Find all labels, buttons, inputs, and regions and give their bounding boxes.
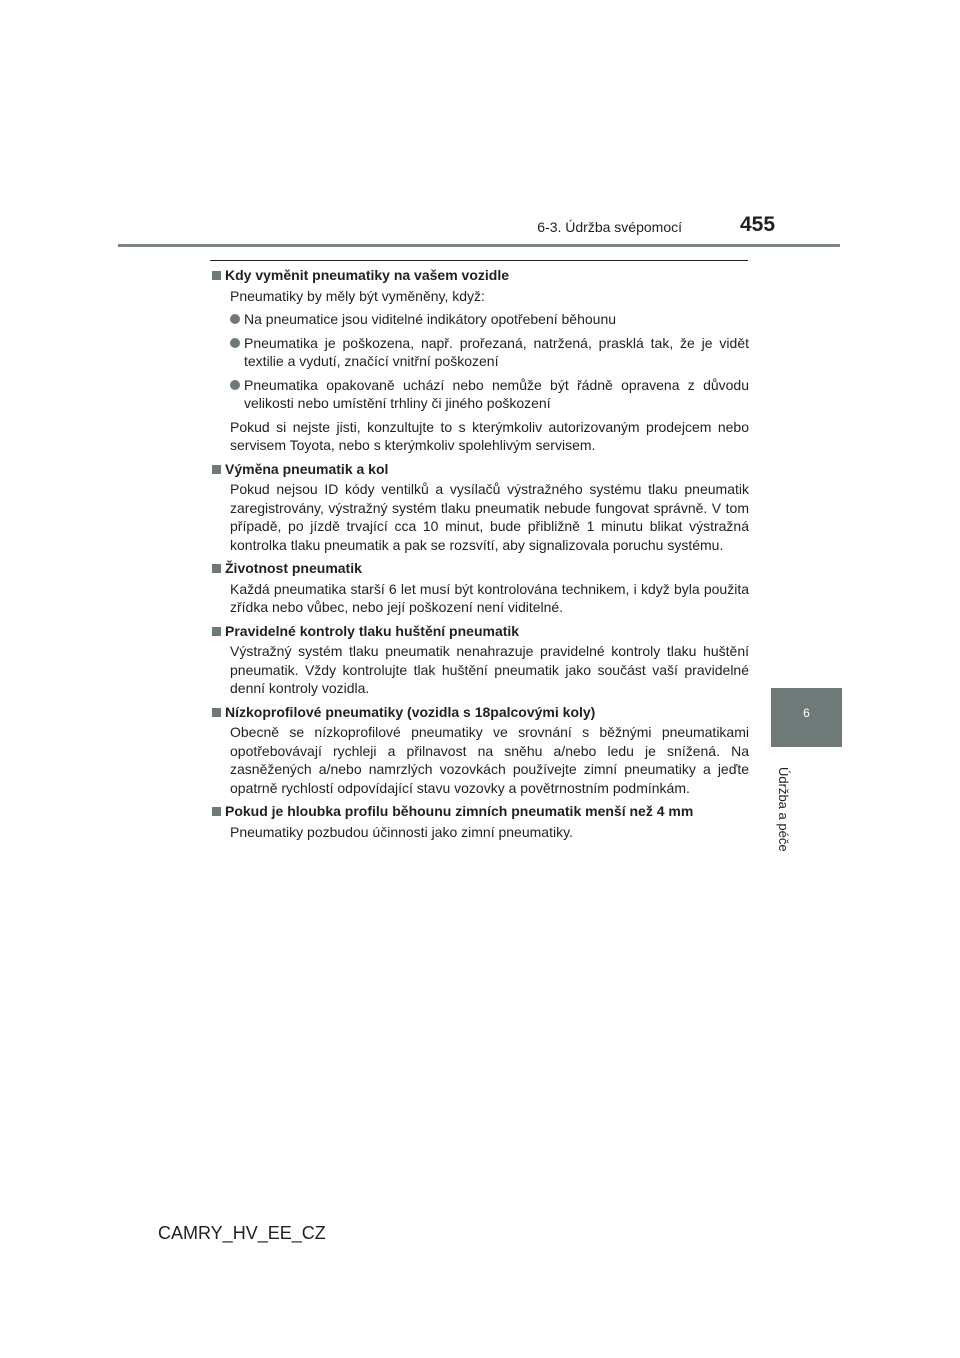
list-item [230, 376, 749, 413]
content [212, 266, 749, 846]
chapter-tab [771, 688, 842, 747]
section-heading-text: Životnost pneumatik [225, 560, 362, 576]
chapter-label: Údržba a péče [776, 767, 791, 852]
square-bullet-icon [212, 465, 221, 474]
square-bullet-icon [212, 627, 221, 636]
list-item-text: Pneumatika je poškozena, např. prořezaná, natržená, prasklá tak, že je vidět textilie a vydutí, značící vnitřní poškození [244, 334, 749, 369]
section-heading [212, 460, 749, 479]
list-item-text: Pneumatika opakovaně uchází nebo nemůže být řádně opravena z důvodu velikosti nebo umístění trhliny či jiného poškození [244, 376, 749, 411]
round-bullet-icon [230, 338, 240, 348]
section-heading [212, 703, 749, 722]
square-bullet-icon [212, 564, 221, 573]
chapter-number: 6 [803, 706, 810, 720]
section-heading [212, 802, 749, 821]
document-code: CAMRY_HV_EE_CZ [158, 1223, 326, 1243]
section-heading-text: Kdy vyměnit pneumatiky na vašem vozidle [225, 267, 509, 283]
section-low-profile-tires [212, 703, 749, 798]
section-heading [212, 266, 749, 285]
bullet-list [230, 310, 749, 413]
section-heading-text: Pravidelné kontroly tlaku huštění pneumatik [225, 622, 520, 639]
header-divider [118, 244, 840, 247]
section-text: Každá pneumatika starší 6 let musí být kontrolována technikem, i když byla použita zřídka nebo vůbec, nebo její poškození není viditelné. [230, 580, 749, 615]
square-bullet-icon [212, 708, 221, 717]
page-number: 455 [740, 213, 776, 236]
section-outro: Pokud si nejste jisti, konzultujte to s kterýmkoliv autorizovaným prodejcem nebo servisem Toyota, nebo s kterýmkoliv spolehlivým servisem. [230, 418, 749, 453]
section-winter-tread-depth [212, 802, 749, 841]
section-text: Obecně se nízkoprofilové pneumatiky ve srovnání s běžnými pneumatikami opotřebovávají rychleji a přilnavost na sněhu a/nebo ledu je snížená. Na zasněžených a/nebo namrzlých vozovkách používejte zimní pneumatiky a jeďte opatrně rychlostí odpovídající stavu vozovky a povětrnostním podmínkám. [230, 724, 749, 796]
section-text: Pokud nejsou ID kódy ventilků a vysílačů výstražného systému tlaku pneumatik zaregistrovány, výstražný systém tlaku pneumatik nebude fungovat správně. V tom případě, po jízdě trvající cca 10 minut, bude přibližně 1 minutu blikat výstražná kontrolka tlaku pneumatik a pak se rozsvítí, aby signalizovala poruchu systému. [230, 481, 749, 553]
section-heading [212, 559, 749, 578]
section-text: Výstražný systém tlaku pneumatik nenahrazuje pravidelné kontroly tlaku huštění pneumatik. Vždy kontrolujte tlak huštění pneumatik jako součást vaší pravidelné denní kontroly vozidla. [230, 643, 749, 696]
round-bullet-icon [230, 380, 240, 390]
section-tire-lifespan [212, 559, 749, 617]
section-heading [212, 622, 749, 641]
section-heading-text: Pokud je hloubka profilu běhounu zimních pneumatik menší než 4 mm [225, 803, 694, 819]
section-tire-wheel-replacement [212, 460, 749, 555]
section-pressure-checks [212, 622, 749, 698]
page-header [0, 0, 960, 250]
list-item [230, 310, 749, 329]
section-title: 6-3. Údržba svépomocí [537, 219, 682, 235]
content-top-divider [210, 260, 748, 261]
section-when-replace [212, 266, 749, 455]
square-bullet-icon [212, 271, 221, 280]
section-heading-text: Výměna pneumatik a kol [225, 460, 389, 477]
section-intro: Pneumatiky by měly být vyměněny, když: [230, 287, 485, 304]
square-bullet-icon [212, 807, 221, 816]
section-heading-text: Nízkoprofilové pneumatiky (vozidla s 18palcovými koly) [225, 703, 596, 720]
section-text: Pneumatiky pozbudou účinnosti jako zimní pneumatiky. [230, 823, 573, 840]
round-bullet-icon [230, 314, 240, 324]
list-item [230, 334, 749, 371]
list-item-text: Na pneumatice jsou viditelné indikátory opotřebení běhounu [244, 311, 617, 327]
